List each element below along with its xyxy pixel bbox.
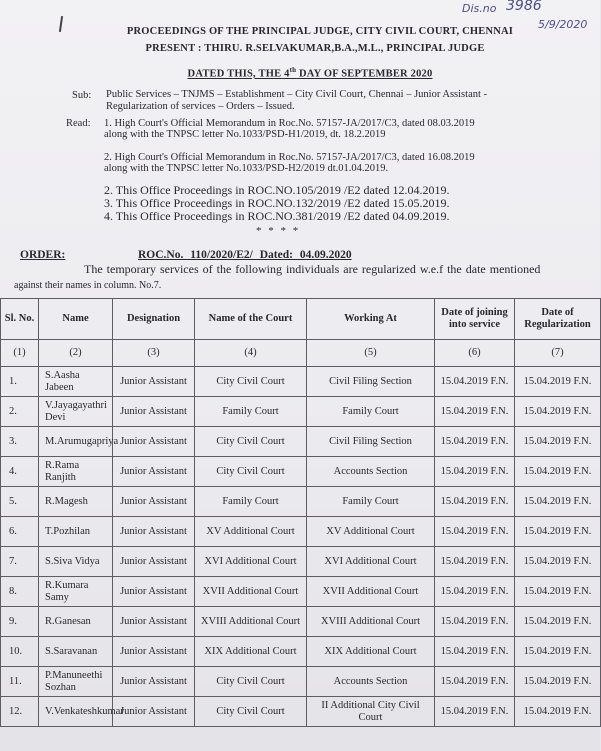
name-cell: M.Arumugapriya [39,427,113,457]
joining-date-cell: 15.04.2019 F.N. [435,487,515,517]
regularization-date-cell: 15.04.2019 F.N. [515,487,601,517]
joining-date-cell: 15.04.2019 F.N. [435,517,515,547]
working-at-cell: XVIII Additional Court [307,607,435,637]
column-number: (6) [435,340,515,367]
regularization-date-cell: 15.04.2019 F.N. [515,397,601,427]
table-row [1,427,601,457]
name-cell: S.Aasha Jabeen [39,367,113,397]
column-header: Sl. No. [1,299,39,340]
working-at-cell: XVII Additional Court [307,577,435,607]
column-header: Date of joining into service [435,299,515,340]
joining-date-cell: 15.04.2019 F.N. [435,427,515,457]
joining-date-cell: 15.04.2019 F.N. [435,667,515,697]
name-cell: R.Ganesan [39,607,113,637]
working-at-cell: Accounts Section [307,667,435,697]
table-row [1,547,601,577]
sl-no-cell: 1. [1,367,39,397]
designation-cell: Junior Assistant [113,367,195,397]
dated-day: 4 [284,68,290,80]
column-number: (3) [113,340,195,367]
designation-cell: Junior Assistant [113,547,195,577]
dated-line [0,66,600,80]
dated-sup: th [289,66,297,74]
read-item: 2. This Office Proceedings in ROC.NO.105/2019 /E2 dated 12.04.2019. [104,183,450,197]
designation-cell: Junior Assistant [113,517,195,547]
court-cell: City Civil Court [195,697,307,727]
court-cell: XV Additional Court [195,517,307,547]
court-cell: Family Court [195,397,307,427]
subject-text: Public Services – TNJMS – Establishment – City Civil Court, Chennai – Junior Assistant - Regularization of services – Orders – Issued. [106,89,488,112]
regularization-date-cell: 15.04.2019 F.N. [515,517,601,547]
table-header-row [1,299,601,340]
column-header: Date of Regularization [515,299,601,340]
read-item: 2. High Court's Official Memorandum in Roc.No. 57157-JA/2017/C3, dated 16.08.2019 along with the TNPSC letter No.1033/PSD-H2/2019 dt.01.04.2019. [104,152,475,174]
table-row [1,457,601,487]
read-item: 3. This Office Proceedings in ROC.NO.132/2019 /E2 dated 15.05.2019. [104,196,450,210]
court-cell: City Civil Court [195,457,307,487]
sl-no-cell: 6. [1,517,39,547]
read-item: 1. High Court's Official Memorandum in Roc.No. 57157-JA/2017/C3, dated 08.03.2019 along with the TNPSC letter No.1033/PSD-H1/2019, dt. 18.2.2019 [104,118,475,140]
stars-divider: * * * * [256,225,301,237]
column-header: Name of the Court [195,299,307,340]
name-cell: R.Rama Ranjith [39,457,113,487]
name-cell: V.Venkateshkumar [39,697,113,727]
regularization-date-cell: 15.04.2019 F.N. [515,457,601,487]
joining-date-cell: 15.04.2019 F.N. [435,547,515,577]
working-at-cell: Family Court [307,397,435,427]
sl-no-cell: 5. [1,487,39,517]
regularization-date-cell: 15.04.2019 F.N. [515,667,601,697]
order-text-line2: against their names in column. No.7. [14,280,162,291]
handwritten-dis-label: Dis.no [462,2,497,15]
table-row [1,367,601,397]
order-label: ORDER: [20,249,66,261]
regularization-date-cell: 15.04.2019 F.N. [515,607,601,637]
column-header: Working At [307,299,435,340]
working-at-cell: II Additional City Civil Court [307,697,435,727]
working-at-cell: XIX Additional Court [307,637,435,667]
header-title: PROCEEDINGS OF THE PRINCIPAL JUDGE, CITY CIVIL COURT, CHENNAI [126,26,514,37]
column-number: (7) [515,340,601,367]
column-header: Designation [113,299,195,340]
name-cell: S.Siva Vidya [39,547,113,577]
working-at-cell: XV Additional Court [307,517,435,547]
order-text-line1: The temporary services of the following individuals are regularized w.e.f the date mentioned [84,262,541,276]
court-cell: XVIII Additional Court [195,607,307,637]
table-row [1,667,601,697]
table-row [1,517,601,547]
column-number: (4) [195,340,307,367]
designation-cell: Junior Assistant [113,697,195,727]
handwritten-date: 5/9/2020 [538,18,588,31]
sl-no-cell: 4. [1,457,39,487]
joining-date-cell: 15.04.2019 F.N. [435,457,515,487]
sl-no-cell: 3. [1,427,39,457]
designation-cell: Junior Assistant [113,427,195,457]
dated-prefix: DATED THIS, THE [187,68,282,80]
sl-no-cell: 8. [1,577,39,607]
table-row [1,697,601,727]
working-at-cell: Civil Filing Section [307,427,435,457]
working-at-cell: Accounts Section [307,457,435,487]
designation-cell: Junior Assistant [113,487,195,517]
joining-date-cell: 15.04.2019 F.N. [435,637,515,667]
name-cell: S.Saravanan [39,637,113,667]
table-row [1,607,601,637]
sl-no-cell: 12. [1,697,39,727]
court-cell: City Civil Court [195,367,307,397]
joining-date-cell: 15.04.2019 F.N. [435,577,515,607]
court-cell: Family Court [195,487,307,517]
order-roc: ROC.No. 110/2020/E2/ Dated: 04.09.2020 [138,249,352,261]
working-at-cell: Family Court [307,487,435,517]
court-cell: City Civil Court [195,667,307,697]
read-item: 4. This Office Proceedings in ROC.NO.381/2019 /E2 dated 04.09.2019. [104,209,450,223]
working-at-cell: Civil Filing Section [307,367,435,397]
table-row [1,577,601,607]
designation-cell: Junior Assistant [113,457,195,487]
joining-date-cell: 15.04.2019 F.N. [435,367,515,397]
table-row [1,397,601,427]
designation-cell: Junior Assistant [113,637,195,667]
sl-no-cell: 2. [1,397,39,427]
table-row [1,637,601,667]
column-number: (5) [307,340,435,367]
header-present: PRESENT : THIRU. R.SELVAKUMAR,B.A.,M.L., PRINCIPAL JUDGE [145,43,485,54]
name-cell: T.Pozhilan [39,517,113,547]
working-at-cell: XVI Additional Court [307,547,435,577]
court-cell: City Civil Court [195,427,307,457]
designation-cell: Junior Assistant [113,607,195,637]
sl-no-cell: 11. [1,667,39,697]
joining-date-cell: 15.04.2019 F.N. [435,697,515,727]
regularization-date-cell: 15.04.2019 F.N. [515,427,601,457]
sl-no-cell: 7. [1,547,39,577]
designation-cell: Junior Assistant [113,667,195,697]
sl-no-cell: 9. [1,607,39,637]
court-cell: XIX Additional Court [195,637,307,667]
read-label: Read: [66,118,91,129]
column-number: (1) [1,340,39,367]
name-cell: R.Magesh [39,487,113,517]
joining-date-cell: 15.04.2019 F.N. [435,397,515,427]
regularization-table [0,298,601,727]
column-number: (2) [39,340,113,367]
regularization-date-cell: 15.04.2019 F.N. [515,637,601,667]
handwritten-dis-number: 3986 [506,0,542,14]
dated-suffix: DAY OF SEPTEMBER 2020 [299,68,433,80]
regularization-date-cell: 15.04.2019 F.N. [515,577,601,607]
name-cell: R.Kumara Samy [39,577,113,607]
table-row [1,487,601,517]
designation-cell: Junior Assistant [113,577,195,607]
court-cell: XVII Additional Court [195,577,307,607]
designation-cell: Junior Assistant [113,397,195,427]
subject-label: Sub: [72,90,92,101]
column-header: Name [39,299,113,340]
joining-date-cell: 15.04.2019 F.N. [435,607,515,637]
regularization-date-cell: 15.04.2019 F.N. [515,697,601,727]
regularization-date-cell: 15.04.2019 F.N. [515,547,601,577]
regularization-date-cell: 15.04.2019 F.N. [515,367,601,397]
column-number-row [1,340,601,367]
court-cell: XVI Additional Court [195,547,307,577]
name-cell: V.Jayagayathri Devi [39,397,113,427]
sl-no-cell: 10. [1,637,39,667]
name-cell: P.Manuneethi Sozhan [39,667,113,697]
